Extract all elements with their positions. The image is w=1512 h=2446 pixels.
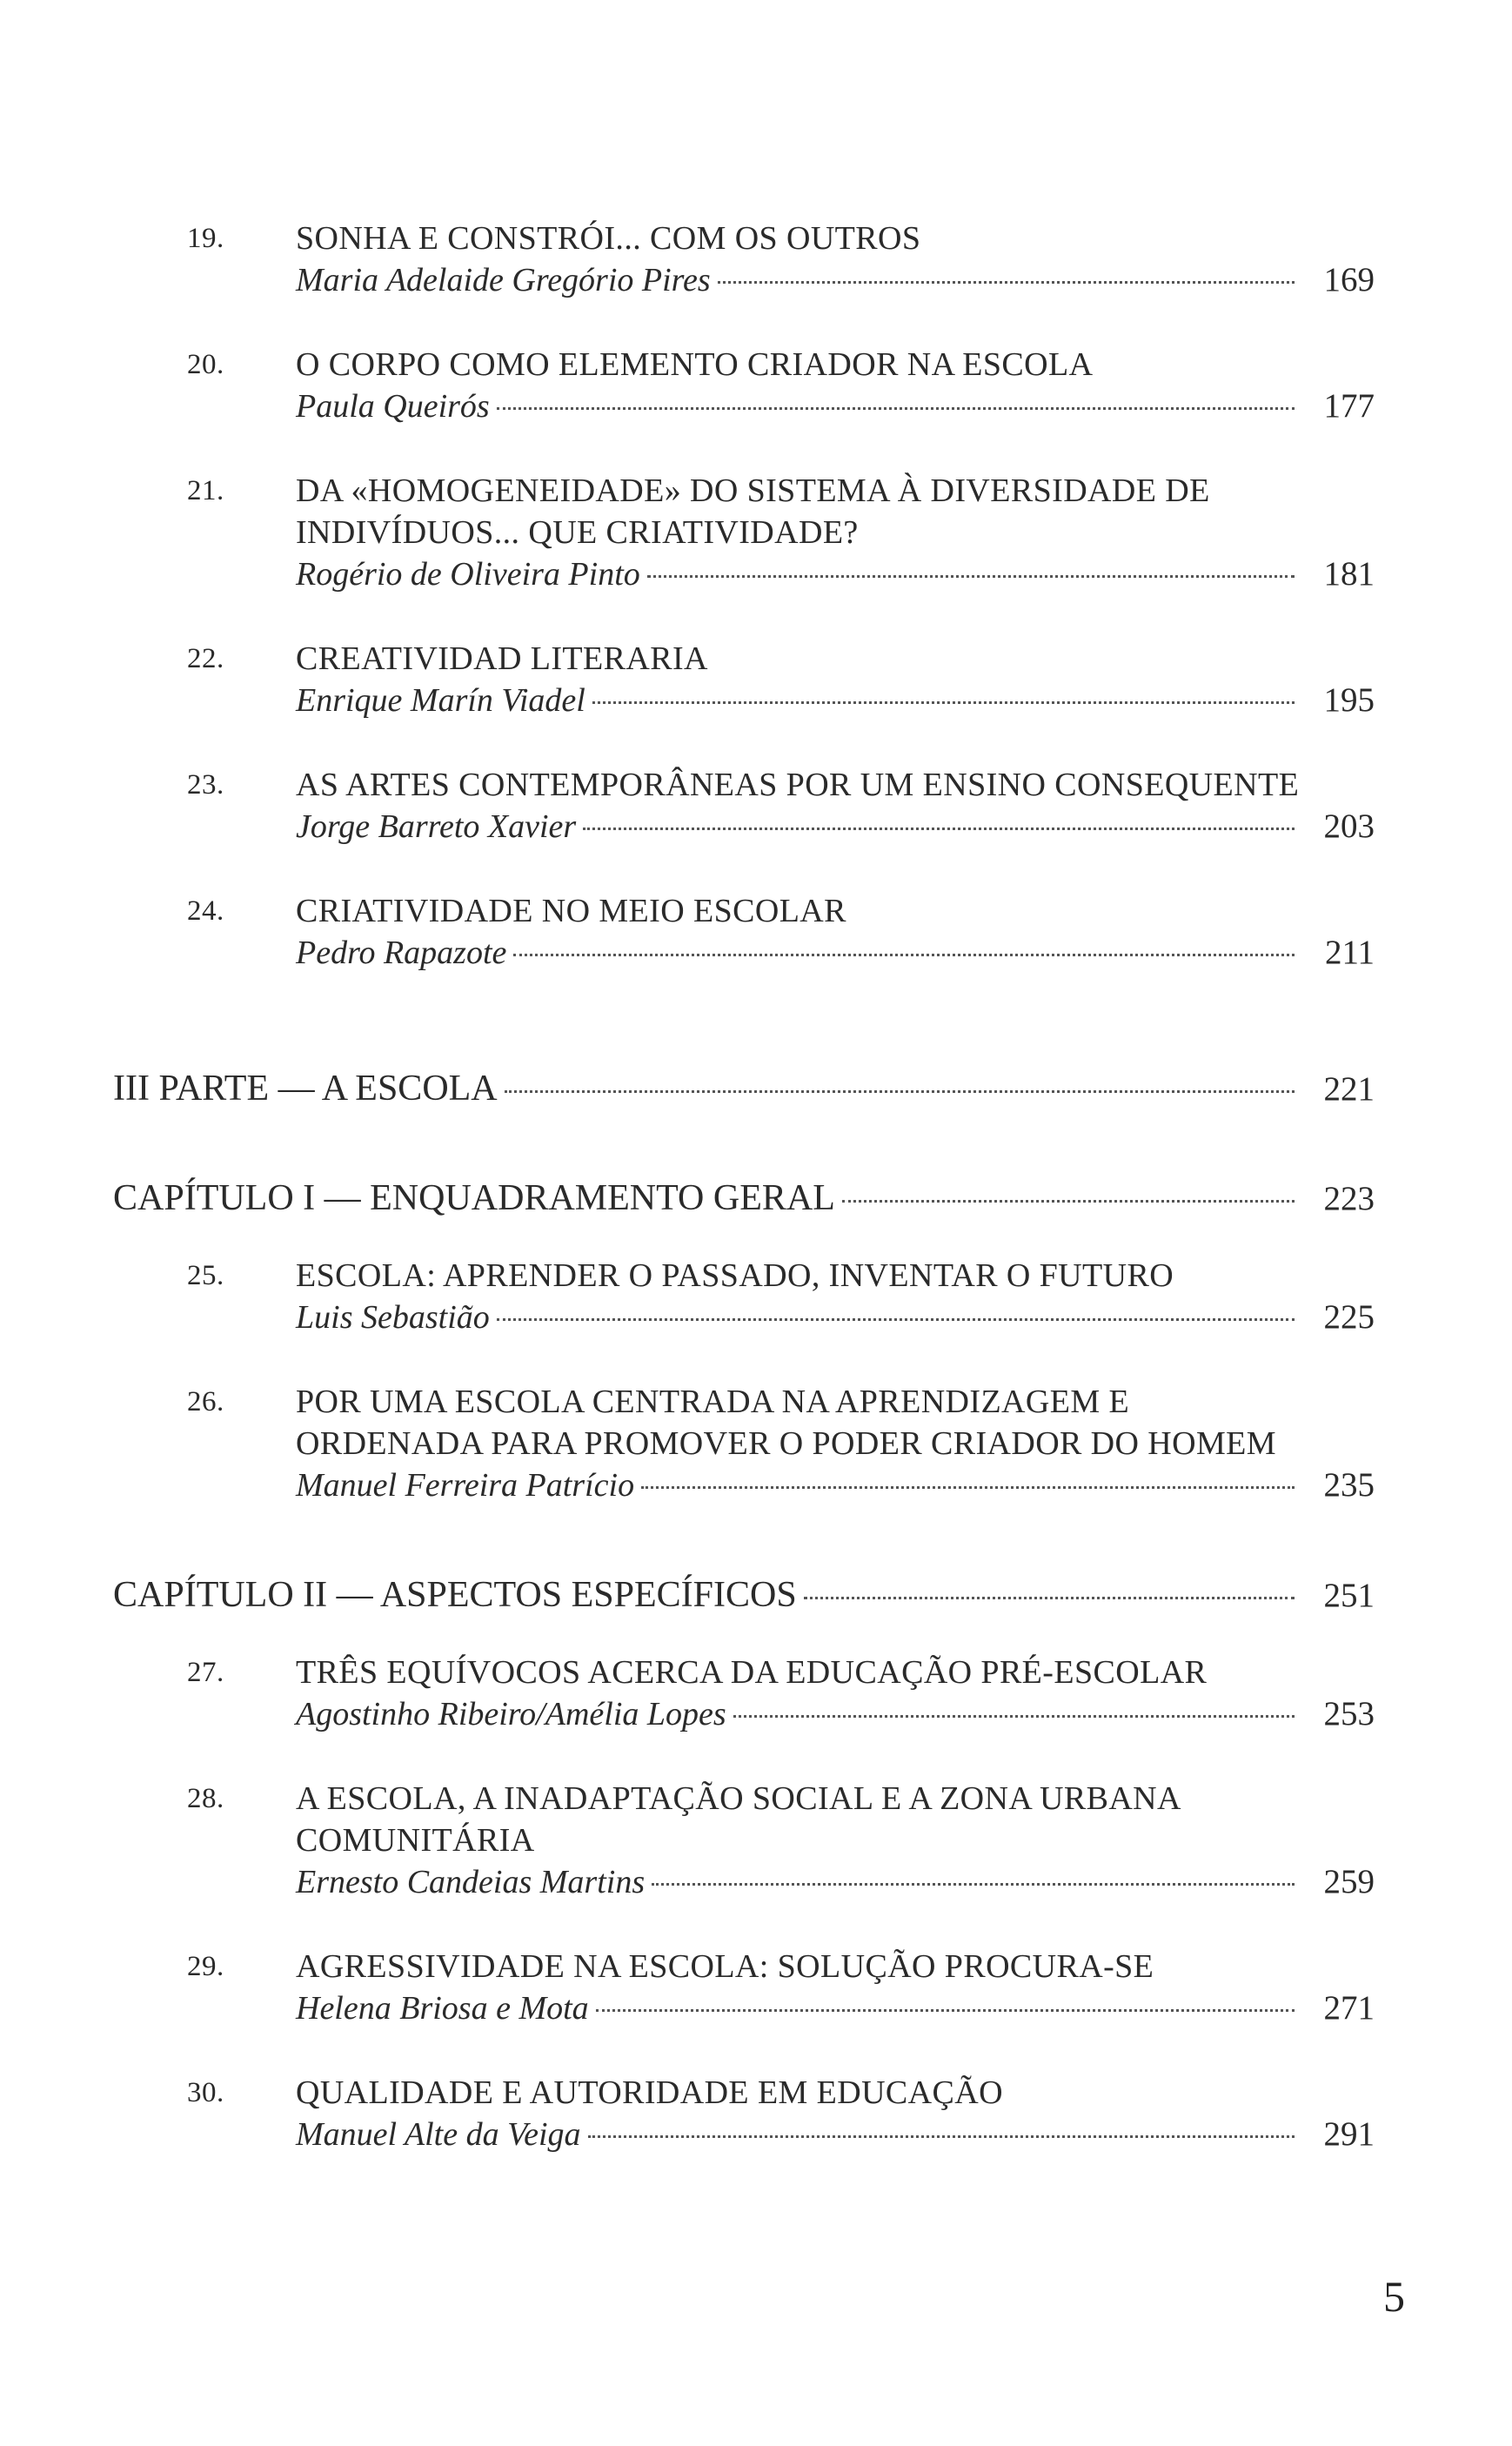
chapter-row — [113, 1574, 1375, 1617]
toc-chapter-1 — [113, 1177, 1375, 1220]
toc-entry-27 — [113, 1652, 1375, 1735]
chapter-page: 251 — [1323, 1577, 1375, 1614]
toc-chapter-2 — [113, 1574, 1375, 1617]
dot-leader — [804, 1597, 1295, 1599]
entry-number: 19. — [187, 223, 224, 254]
entry-number: 27. — [187, 1657, 224, 1688]
page-number: 5 — [1383, 2272, 1405, 2321]
entry-number: 28. — [187, 1783, 224, 1814]
entry-number: 29. — [187, 1951, 224, 1982]
entry-page: 181 — [1323, 555, 1375, 593]
dot-leader — [592, 701, 1295, 704]
toc-entry-23 — [113, 764, 1375, 848]
dot-leader — [497, 407, 1295, 410]
entry-author-row — [296, 1987, 1375, 2029]
entry-number: 26. — [187, 1386, 224, 1417]
entry-page: 169 — [1323, 261, 1375, 298]
toc-part-3 — [113, 1068, 1375, 1110]
entry-page: 259 — [1323, 1863, 1375, 1900]
entry-page: 195 — [1323, 681, 1375, 719]
entry-page: 225 — [1323, 1298, 1375, 1336]
entry-page: 211 — [1324, 934, 1375, 971]
entry-author-row — [296, 2114, 1375, 2155]
entry-title: TRÊS EQUÍVOCOS ACERCA DA EDUCAÇÃO PRÉ-ESCOLAR — [296, 1654, 1208, 1691]
entry-title: AS ARTES CONTEMPORÂNEAS POR UM ENSINO CONSEQUENTE — [296, 767, 1300, 803]
entry-title: SONHA E CONSTRÓI... COM OS OUTROS — [296, 220, 921, 257]
entry-page: 271 — [1323, 1989, 1375, 2027]
entry-author-row — [296, 385, 1375, 427]
entry-author: Jorge Barreto Xavier — [296, 808, 577, 845]
dot-leader — [583, 828, 1295, 830]
dot-leader — [505, 1090, 1295, 1093]
entry-title-cont: COMUNITÁRIA — [296, 1822, 535, 1859]
dot-leader — [596, 2009, 1295, 2012]
entry-number: 21. — [187, 475, 224, 506]
entry-number: 20. — [187, 349, 224, 380]
entry-author: Helena Briosa e Mota — [296, 1990, 589, 2027]
entry-number: 25. — [187, 1260, 224, 1291]
entry-title: CREATIVIDAD LITERARIA — [296, 640, 708, 677]
entry-author-row — [296, 806, 1375, 848]
part-label: III PARTE — A ESCOLA — [113, 1069, 498, 1109]
entry-author: Luis Sebastião — [296, 1299, 490, 1336]
entry-author: Paula Queirós — [296, 388, 490, 425]
entry-author-row — [296, 1464, 1375, 1506]
dot-leader — [652, 1883, 1295, 1886]
toc-entry-20 — [113, 344, 1375, 427]
toc-entry-30 — [113, 2072, 1375, 2155]
entry-title-cont: INDIVÍDUOS... QUE CRIATIVIDADE? — [296, 514, 859, 551]
toc-entry-29 — [113, 1946, 1375, 2029]
entry-author-row — [296, 1297, 1375, 1338]
entry-title: A ESCOLA, A INADAPTAÇÃO SOCIAL E A ZONA URBANA — [296, 1780, 1181, 1817]
entry-title: DA «HOMOGENEIDADE» DO SISTEMA À DIVERSIDADE DE — [296, 472, 1210, 509]
entry-author: Rogério de Oliveira Pinto — [296, 556, 640, 593]
entry-page: 177 — [1323, 387, 1375, 425]
entry-author: Agostinho Ribeiro/Amélia Lopes — [296, 1696, 726, 1732]
entry-author-row — [296, 680, 1375, 721]
chapter-page: 223 — [1323, 1180, 1375, 1217]
entry-page: 203 — [1323, 808, 1375, 845]
table-of-contents — [113, 218, 1375, 2155]
entry-author-row — [296, 259, 1375, 301]
toc-entry-26 — [113, 1381, 1375, 1506]
dot-leader — [647, 575, 1295, 578]
entry-author: Enrique Marín Viadel — [296, 682, 585, 719]
entry-author: Manuel Alte da Veiga — [296, 2116, 581, 2153]
entry-number: 30. — [187, 2077, 224, 2108]
chapter-row — [113, 1177, 1375, 1220]
entry-title: CRIATIVIDADE NO MEIO ESCOLAR — [296, 893, 846, 929]
entry-author-row — [296, 553, 1375, 595]
entry-author-row — [296, 1861, 1375, 1903]
chapter-label: CAPÍTULO I — ENQUADRAMENTO GERAL — [113, 1178, 835, 1218]
part-row — [113, 1068, 1375, 1110]
entry-number: 22. — [187, 643, 224, 674]
dot-leader — [842, 1200, 1295, 1203]
entry-page: 253 — [1323, 1695, 1375, 1732]
toc-entry-25 — [113, 1255, 1375, 1338]
entry-author: Ernesto Candeias Martins — [296, 1864, 646, 1900]
entry-title: ESCOLA: APRENDER O PASSADO, INVENTAR O FUTURO — [296, 1257, 1174, 1294]
toc-entry-19 — [113, 218, 1375, 301]
entry-author: Manuel Ferreira Patrício — [296, 1467, 635, 1504]
chapter-label: CAPÍTULO II — ASPECTOS ESPECÍFICOS — [113, 1575, 797, 1615]
entry-title: O CORPO COMO ELEMENTO CRIADOR NA ESCOLA — [296, 346, 1094, 383]
toc-entry-28 — [113, 1778, 1375, 1903]
entry-number: 23. — [187, 769, 224, 801]
part-page: 221 — [1323, 1070, 1375, 1108]
entry-page: 291 — [1323, 2115, 1375, 2153]
entry-page: 235 — [1323, 1466, 1375, 1504]
entry-title: POR UMA ESCOLA CENTRADA NA APRENDIZAGEM E — [296, 1384, 1130, 1420]
dot-leader — [641, 1486, 1295, 1489]
dot-leader — [718, 281, 1295, 284]
entry-title-cont: ORDENADA PARA PROMOVER O PODER CRIADOR DO HOMEM — [296, 1425, 1276, 1462]
entry-author: Pedro Rapazote — [296, 935, 507, 971]
dot-leader — [497, 1318, 1295, 1321]
toc-entry-22 — [113, 638, 1375, 721]
dot-leader — [588, 2135, 1295, 2138]
toc-entry-24 — [113, 890, 1375, 974]
entry-number: 24. — [187, 895, 224, 927]
entry-author: Maria Adelaide Gregório Pires — [296, 262, 711, 298]
dot-leader — [513, 954, 1295, 956]
entry-author-row — [296, 1693, 1375, 1735]
toc-entry-21 — [113, 470, 1375, 595]
entry-title: QUALIDADE E AUTORIDADE EM EDUCAÇÃO — [296, 2074, 1003, 2111]
dot-leader — [733, 1715, 1295, 1718]
entry-author-row — [296, 932, 1375, 974]
entry-title: AGRESSIVIDADE NA ESCOLA: SOLUÇÃO PROCURA-SE — [296, 1948, 1154, 1985]
